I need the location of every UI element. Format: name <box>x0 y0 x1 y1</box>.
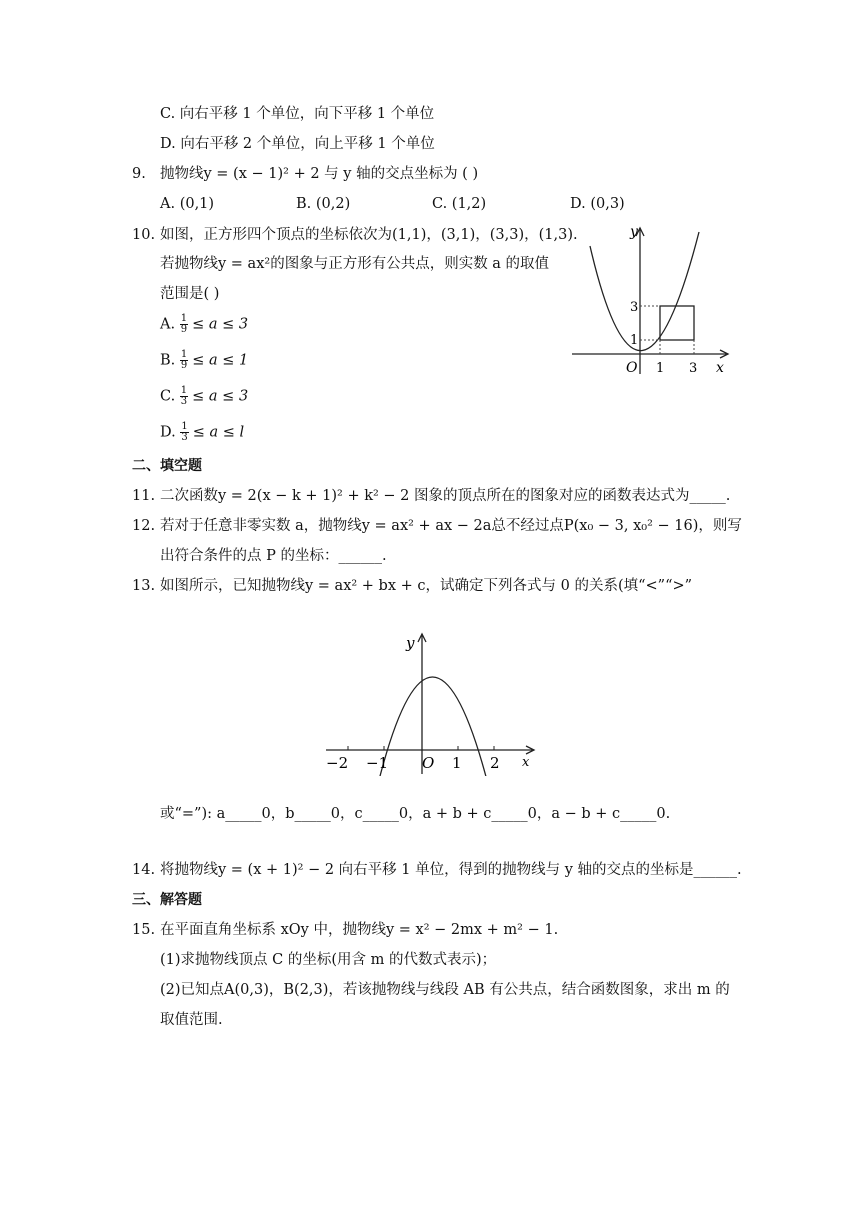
tick-label-minus2: −2 <box>326 754 349 772</box>
fraction: $\frac{1}{9}$ <box>180 313 188 335</box>
q10-option-a <box>160 314 248 335</box>
q8-option-c: C. 向右平移 1 个单位，向下平移 1 个单位 <box>160 106 435 122</box>
option-label: A. <box>160 316 176 333</box>
q12-line1: 若对于任意非零实数 a，抛物线y = ax² + ax − 2a总不经过点P(x₀ − 3, x₀² − 16)，则写 <box>160 518 742 534</box>
tick-label-minus1: −1 <box>366 754 389 772</box>
q10-number: 10. <box>132 227 156 243</box>
tick-label-2: 2 <box>490 754 500 772</box>
q8-option-d: D. 向右平移 2 个单位，向上平移 1 个单位 <box>160 136 435 152</box>
q14-text: 将抛物线y = (x + 1)² − 2 向右平移 1 单位，得到的抛物线与 y 轴的交点的坐标是______. <box>160 862 742 878</box>
q9-text: 抛物线y = (x − 1)² + 2 与 y 轴的交点坐标为 ( ) <box>160 166 479 182</box>
fraction: $\frac{1}{9}$ <box>180 349 188 371</box>
option-tail: ≤ a ≤ 3 <box>192 316 249 333</box>
q13-line2: 或“=”): a_____0，b_____0，c_____0，a + b + c_____0，a − b + c_____0. <box>160 806 671 822</box>
q15-line3: (2)已知点A(0,3)，B(2,3)，若该抛物线与线段 AB 有公共点，结合函数图象，求出 m 的 <box>160 982 730 998</box>
q10-parabola-figure <box>568 222 734 382</box>
option-tail: ≤ a ≤ 3 <box>192 388 249 405</box>
q15-line1: 在平面直角坐标系 xOy 中，抛物线y = x² − 2mx + m² − 1. <box>160 922 559 938</box>
q9-option-a: A. (0,1) <box>160 196 215 212</box>
q10-option-b <box>160 350 248 371</box>
tick-label-x3: 3 <box>689 361 698 376</box>
fraction: $\frac{1}{3}$ <box>181 421 188 443</box>
option-label: D. <box>160 424 176 441</box>
q15-line2: (1)求抛物线顶点 C 的坐标(用含 m 的代数式表示)； <box>160 952 497 968</box>
q10-line2: 若抛物线y = ax²的图象与正方形有公共点，则实数 a 的取值 <box>160 256 550 272</box>
q9-option-b: B. (0,2) <box>296 196 351 212</box>
q9-option-c: C. (1,2) <box>432 196 487 212</box>
origin-label: O <box>626 360 638 376</box>
q15-number: 15. <box>132 922 156 938</box>
square <box>660 306 694 340</box>
q13-line1: 如图所示，已知抛物线y = ax² + bx + c，试确定下列各式与 0 的关系(填“<”“>” <box>160 578 693 594</box>
q14-number: 14. <box>132 862 156 878</box>
tick-label-y1: 1 <box>630 333 639 348</box>
option-tail: ≤ a ≤ 1 <box>192 352 249 369</box>
fraction: $\frac{1}{3}$ <box>180 385 188 407</box>
tick-label-1: 1 <box>452 754 462 772</box>
tick-label-x1: 1 <box>656 361 665 376</box>
q10-option-c <box>160 386 248 407</box>
x-axis-label: x <box>716 360 724 376</box>
q9-option-d: D. (0,3) <box>570 196 625 212</box>
q11-text: 二次函数y = 2(x − k + 1)² + k² − 2 图象的顶点所在的图象对应的函数表达式为_____. <box>160 488 731 504</box>
y-axis-label: y <box>406 634 415 652</box>
section-heading-fill-in: 二、填空题 <box>132 458 202 474</box>
option-label: B. <box>160 352 176 369</box>
q13-number: 13. <box>132 578 156 594</box>
q15-line4: 取值范围. <box>160 1012 223 1028</box>
parabola-curve <box>590 232 699 351</box>
x-axis-label: x <box>522 755 530 770</box>
origin-label: O <box>422 754 435 772</box>
q10-option-d <box>160 422 244 443</box>
q12-number: 12. <box>132 518 156 534</box>
q10-line3: 范围是( ) <box>160 286 220 302</box>
q12-line2: 出符合条件的点 P 的坐标：______. <box>160 548 387 564</box>
tick-label-y3: 3 <box>630 300 639 315</box>
q13-parabola-figure <box>318 628 548 776</box>
option-tail: ≤ a ≤ l <box>192 424 245 441</box>
y-axis-label: y <box>630 224 638 240</box>
q11-number: 11. <box>132 488 156 504</box>
q10-line1: 如图，正方形四个顶点的坐标依次为(1,1)，(3,1)，(3,3)，(1,3). <box>160 227 578 243</box>
section-heading-answer: 三、解答题 <box>132 892 202 908</box>
option-label: C. <box>160 388 176 405</box>
q9-number: 9. <box>132 166 146 182</box>
